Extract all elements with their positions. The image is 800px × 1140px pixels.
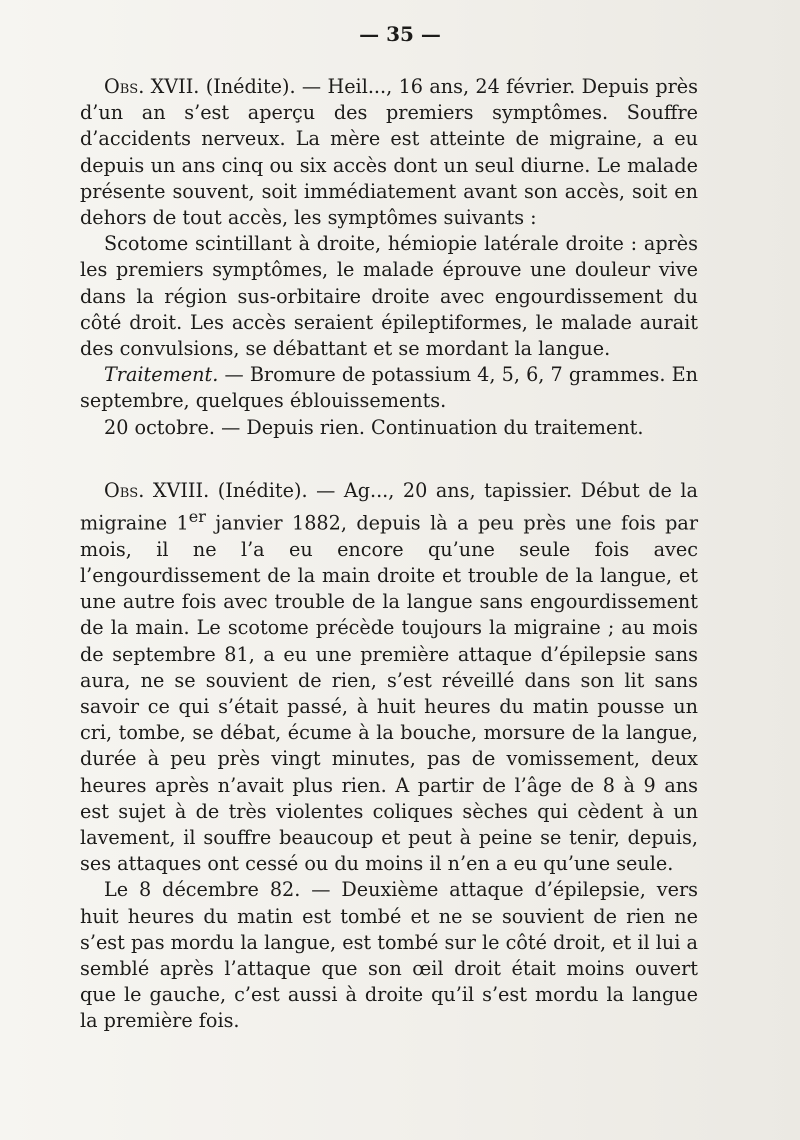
obs18-intro-text-a: (Inédite). — Ag..., 20 ans, tapissier. Début de la migraine 1 xyxy=(80,479,698,535)
obs17-intro-paragraph xyxy=(80,74,698,231)
observation-xvii xyxy=(80,74,698,441)
obs18-intro-superscript: er xyxy=(188,507,206,527)
obs17-treatment-text: — Bromure de potassium 4, 5, 6, 7 grammes. En septembre, quelques éblouissements. xyxy=(80,363,698,413)
obs17-treatment-paragraph xyxy=(80,362,698,414)
obs18-intro-text-b: janvier 1882, depuis là a peu près une fois par mois, il ne l’a eu encore qu’une seule fois avec l’engourdissement de la main droite et trouble de la langue, et une autre fois avec trouble de la langue sans engourdissement de la main. Le scotome précède toujours la migraine ; au mois de septembre 81, a eu une première attaque d’épilepsie sans aura, ne se souvient de rien, s’est réveillé dans son lit sans savoir ce qui s’était passé, à huit heures du matin pousse un cri, tombe, se débat, écume à la bouche, morsure de la langue, durée à peu près vingt minutes, pas de vomissement, deux heures après n’avait plus rien. A partir de l’âge de 8 à 9 ans est sujet à de très violentes coliques sèches qui cèdent à un lavement, il souffre beaucoup et peut à peine se tenir, depuis, ses attaques ont cessé ou du moins il n’en a eu qu’une seule. xyxy=(80,511,698,876)
obs17-treatment-label: Traitement. xyxy=(104,363,219,387)
obs17-symptoms-paragraph: Scotome scintillant à droite, hémiopie latérale droite : après les premiers symptômes, le malade éprouve une douleur vive dans la région sus-orbitaire droite avec engourdissement du côté droit. Les accès seraient épileptiformes, le malade aurait des convulsions, se débattant et se mordant la langue. xyxy=(80,232,698,361)
obs17-intro-text: (Inédite). — Heil..., 16 ans, 24 février. Depuis près d’un an s’est aperçu des premiers symptômes. Souffre d’accidents nerveux. La mère est atteinte de migraine, a eu depuis un ans cinq ou six accès dont un seul diurne. Le malade présente souvent, soit immédiatement avant son accès, soit en dehors de tout accès, les symptômes suivants : xyxy=(80,75,698,230)
obs17-followup-paragraph: 20 octobre. — Depuis rien. Continuation du traitement. xyxy=(104,415,644,439)
obs17-label: Obs. XVII. xyxy=(104,75,200,98)
page-number: — 35 — xyxy=(359,22,441,46)
obs18-second-attack-paragraph: Le 8 décembre 82. — Deuxième attaque d’épilepsie, vers huit heures du matin est tombé et ne se souvient de rien ne s’est pas mordu la langue, est tombé sur le côté droit, et il lui a semblé après l’attaque que son œil droit était moins ouvert que le gauche, c’est aussi à droite qu’il s’est mordu la langue la première fois. xyxy=(80,878,698,1033)
obs18-intro-paragraph xyxy=(80,478,698,877)
obs18-label: Obs. XVIII. xyxy=(104,479,210,502)
observation-xviii xyxy=(80,478,698,1035)
